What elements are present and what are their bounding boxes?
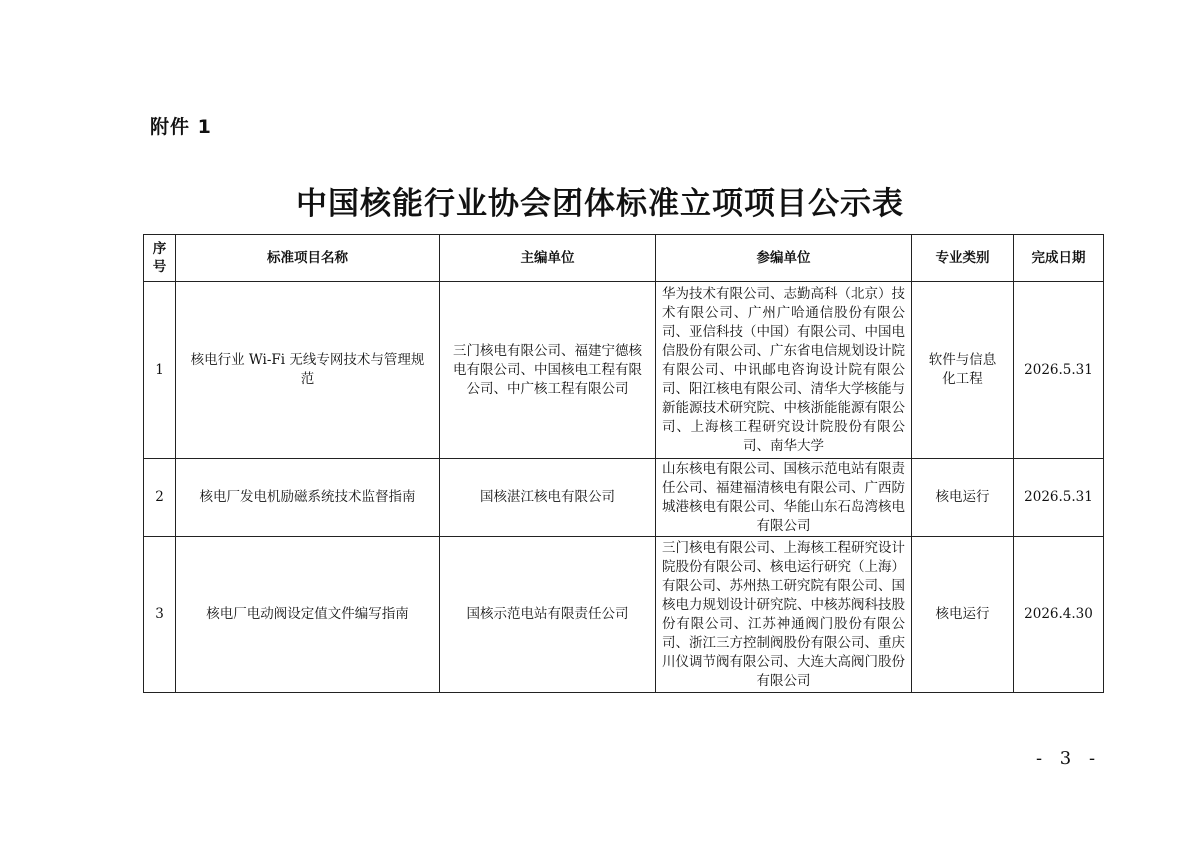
row-name: 核电厂电动阀设定值文件编写指南 xyxy=(176,537,440,693)
row-lead: 国核示范电站有限责任公司 xyxy=(440,537,656,693)
row-name: 核电行业 Wi-Fi 无线专网技术与管理规范 xyxy=(176,282,440,459)
row-category: 核电运行 xyxy=(912,459,1014,537)
row-name: 核电厂发电机励磁系统技术监督指南 xyxy=(176,459,440,537)
page-title: 中国核能行业协会团体标准立项项目公示表 xyxy=(296,186,904,222)
header-date: 完成日期 xyxy=(1014,235,1104,282)
row-date: 2026.5.31 xyxy=(1014,282,1104,459)
row-category: 软件与信息化工程 xyxy=(912,282,1014,459)
table-row xyxy=(144,537,1104,693)
standards-table xyxy=(143,234,1104,693)
row-lead: 国核湛江核电有限公司 xyxy=(440,459,656,537)
table-row xyxy=(144,459,1104,537)
page-number: - 3 - xyxy=(1036,748,1102,769)
row-participants: 三门核电有限公司、上海核工程研究设计院股份有限公司、核电运行研究（上海）有限公司、苏州热工研究院有限公司、国核电力规划设计研究院、中核苏阀科技股份有限公司、江苏神通阀门股份有限公司、浙江三方控制阀股份有限公司、重庆川仪调节阀有限公司、大连大高阀门股份有限公司 xyxy=(656,537,912,693)
header-name: 标准项目名称 xyxy=(176,235,440,282)
row-participants: 华为技术有限公司、志勤高科（北京）技术有限公司、广州广哈通信股份有限公司、亚信科技（中国）有限公司、中国电信股份有限公司、广东省电信规划设计院有限公司、中讯邮电咨询设计院有限公司、阳江核电有限公司、清华大学核能与新能源技术研究院、中核浙能能源有限公司、上海核工程研究设计院股份有限公司、南华大学 xyxy=(656,282,912,459)
header-no: 序号 xyxy=(144,235,176,282)
row-date: 2026.4.30 xyxy=(1014,537,1104,693)
row-participants: 山东核电有限公司、国核示范电站有限责任公司、福建福清核电有限公司、广西防城港核电有限公司、华能山东石岛湾核电有限公司 xyxy=(656,459,912,537)
row-category: 核电运行 xyxy=(912,537,1014,693)
row-lead: 三门核电有限公司、福建宁德核电有限公司、中国核电工程有限公司、中广核工程有限公司 xyxy=(440,282,656,459)
row-no: 2 xyxy=(144,459,176,537)
header-participants: 参编单位 xyxy=(656,235,912,282)
attachment-label: 附件 1 xyxy=(150,116,212,138)
table-header-row xyxy=(144,235,1104,282)
header-lead: 主编单位 xyxy=(440,235,656,282)
row-no: 1 xyxy=(144,282,176,459)
row-no: 3 xyxy=(144,537,176,693)
header-category: 专业类别 xyxy=(912,235,1014,282)
table-row xyxy=(144,282,1104,459)
row-date: 2026.5.31 xyxy=(1014,459,1104,537)
